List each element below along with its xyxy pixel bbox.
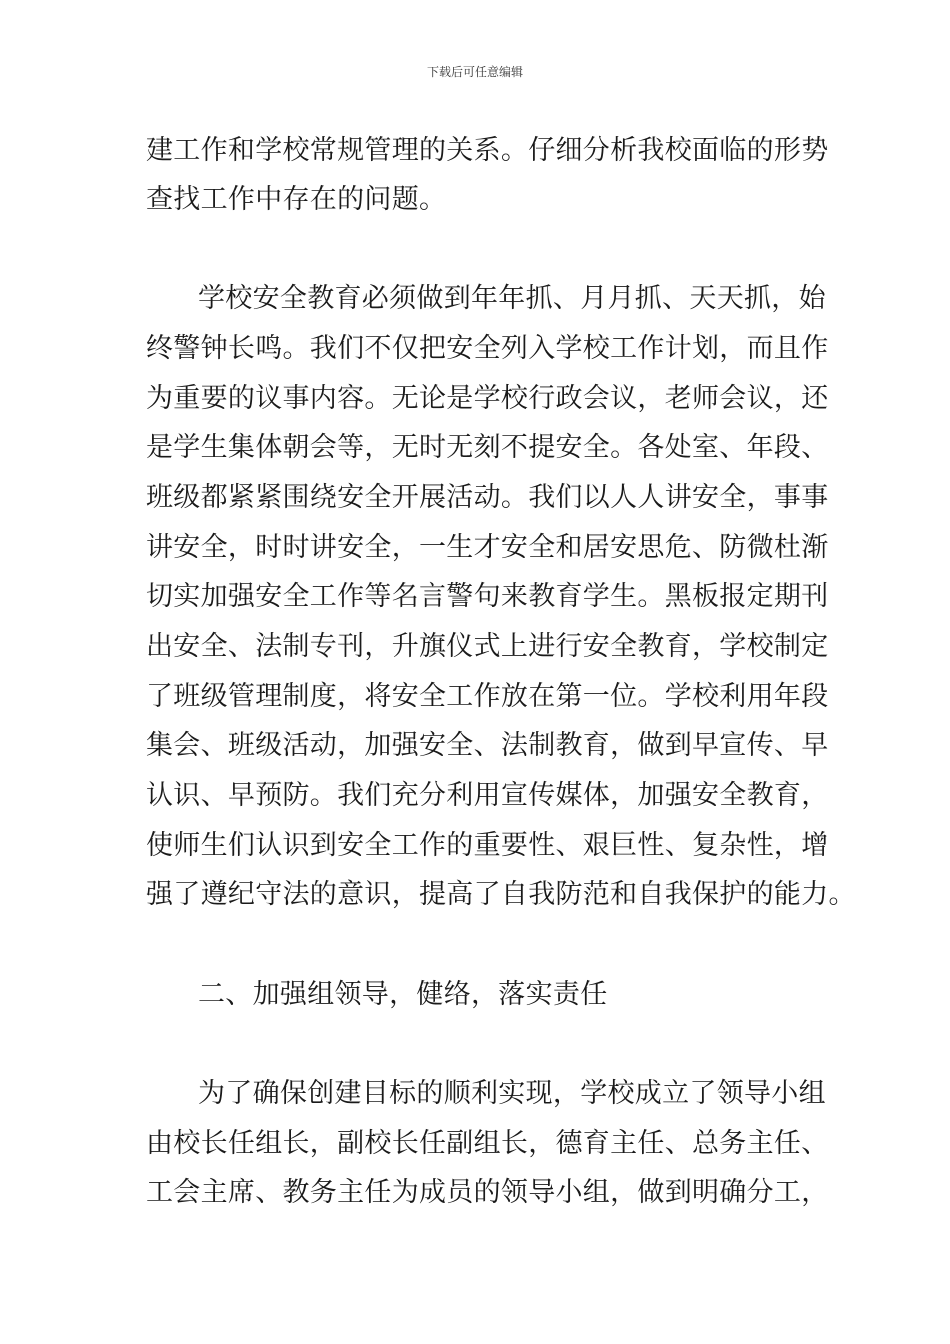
- text-line: 为了确保创建目标的顺利实现，学校成立了领导小组: [198, 1078, 826, 1109]
- text-line: 出安全、法制专刊，升旗仪式上进行安全教育，学校制定: [146, 631, 829, 662]
- text-line: 班级都紧紧围绕安全开展活动。我们以人人讲安全，事事: [146, 482, 829, 513]
- text-line: 工会主席、教务主任为成员的领导小组，做到明确分工，: [146, 1177, 829, 1208]
- text-line: 切实加强安全工作等名言警句来教育学生。黑板报定期刊: [146, 581, 829, 612]
- text-line: 建工作和学校常规管理的关系。仔细分析我校面临的形势: [146, 135, 829, 166]
- page-header: 下载后可任意编辑: [426, 65, 523, 79]
- text-line: 使师生们认识到安全工作的重要性、艰巨性、复杂性，增: [146, 830, 829, 861]
- text-line: 为重要的议事内容。无论是学校行政会议，老师会议，还: [146, 383, 829, 414]
- text-line: 集会、班级活动，加强安全、法制教育，做到早宣传、早: [146, 730, 829, 761]
- text-line: 学校安全教育必须做到年年抓、月月抓、天天抓，始: [198, 283, 826, 314]
- section-heading: 二、加强组领导，健络，落实责任: [198, 979, 608, 1010]
- text-line: 终警钟长鸣。我们不仅把安全列入学校工作计划，而且作: [146, 333, 829, 364]
- text-line: 是学生集体朝会等，无时无刻不提安全。各处室、年段、: [146, 432, 829, 463]
- text-line: 由校长任组长，副校长任副组长，德育主任、总务主任、: [146, 1128, 829, 1159]
- text-line: 强了遵纪守法的意识，提高了自我防范和自我保护的能力。: [146, 879, 856, 910]
- text-line: 了班级管理制度，将安全工作放在第一位。学校利用年段: [146, 681, 829, 712]
- text-line: 讲安全，时时讲安全，一生才安全和居安思危、防微杜渐: [146, 532, 829, 563]
- text-line: 认识、早预防。我们充分利用宣传媒体，加强安全教育，: [146, 780, 829, 811]
- text-line: 查找工作中存在的问题。: [146, 184, 447, 215]
